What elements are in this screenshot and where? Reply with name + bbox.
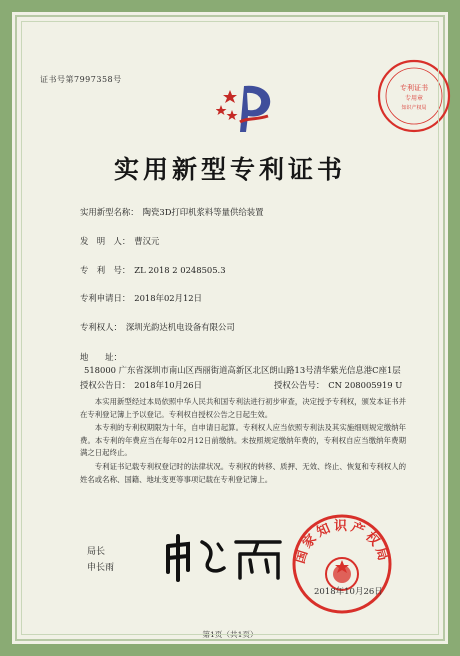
utility-model-name-value: 陶瓷3D打印机浆料等量供给装置 <box>142 207 264 217</box>
patent-number-value: ZL 2018 2 0248505.3 <box>134 265 226 275</box>
patent-number-row <box>80 264 226 276</box>
page-footer: 第1页（共1页） <box>202 630 258 639</box>
grant-date-row <box>80 379 202 391</box>
body-paragraph-2: 本专利的专利权期限为十年，自申请日起算。专利权人应当依照专利法及其实施细则规定缴纳年费。本专利的年费应当在每年02月12日前缴纳。未按照规定缴纳年费的，专利权自应当缴纳年费期满之日起终止。 <box>80 423 406 458</box>
inventor-label: 发 明 人： <box>80 236 131 246</box>
handwritten-signature <box>162 532 292 582</box>
utility-model-name-row <box>80 206 264 218</box>
body-paragraph-3: 专利证书记载专利权登记时的法律状况。专利权的转移、质押、无效、终止、恢复和专利权人的姓名或名称、国籍、地址变更等事项记载在专利登记簿上。 <box>80 461 406 484</box>
patentee-row <box>80 321 235 333</box>
certificate-body <box>80 396 406 487</box>
filing-date-row <box>80 292 202 304</box>
inventor-value: 曹汉元 <box>134 236 160 246</box>
svg-text:国家知识产权局: 国家知识产权局 <box>292 519 392 566</box>
svg-text:知识产权局: 知识产权局 <box>401 105 427 111</box>
patentee-label: 专利权人： <box>80 322 122 332</box>
address-row <box>80 351 410 377</box>
grant-number-row <box>274 379 402 391</box>
grant-date-label: 授权公告日： <box>80 380 131 390</box>
signatory-block <box>87 544 114 576</box>
address-label: 地 址： <box>80 352 122 362</box>
address-value: 518000 广东省深圳市南山区西丽街道高新区北区朗山路13号清华紫光信息港C座1层 <box>84 365 401 375</box>
grant-date-value: 2018年10月26日 <box>134 380 203 390</box>
patent-office-logo-icon <box>216 78 276 134</box>
grant-number-label: 授权公告号： <box>274 380 325 390</box>
patent-number-label: 专 利 号： <box>80 265 131 275</box>
utility-model-name-label: 实用新型名称： <box>80 207 139 217</box>
filing-date-label: 专利申请日： <box>80 293 131 303</box>
svg-text:专利证书: 专利证书 <box>400 84 428 92</box>
inventor-row <box>80 235 159 247</box>
top-seal-stamp <box>376 58 452 134</box>
svg-text:专用章: 专用章 <box>404 95 424 102</box>
signatory-name: 申长雨 <box>87 563 115 573</box>
patentee-value: 深圳光韵达机电设备有限公司 <box>125 322 235 332</box>
body-paragraph-1: 本实用新型经过本局依照中华人民共和国专利法进行初步审查，决定授予专利权，颁发本证书并在专利登记簿上予以登记。专利权自授权公告之日起生效。 <box>80 397 406 419</box>
signatory-title: 局长 <box>87 547 106 557</box>
certificate-number: 证书号第7997358号 <box>40 75 122 84</box>
grant-number-value: CN 208005919 U <box>328 380 403 390</box>
certificate-title: 实用新型专利证书 <box>113 155 346 184</box>
seal-date: 2018年10月26日 <box>314 587 383 597</box>
filing-date-value: 2018年02月12日 <box>134 293 203 303</box>
bottom-seal-stamp <box>290 512 394 616</box>
